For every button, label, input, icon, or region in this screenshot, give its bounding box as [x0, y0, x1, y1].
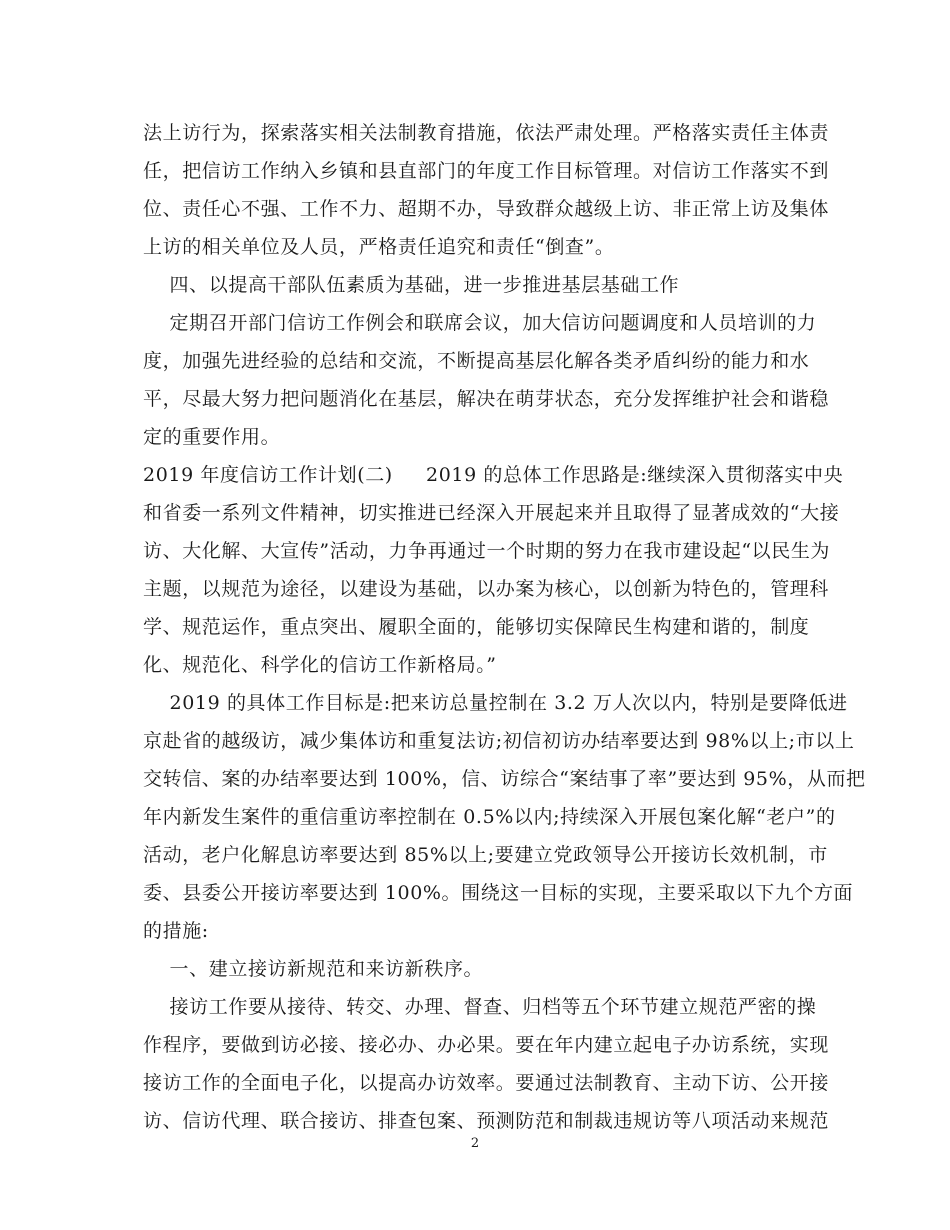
text-line: 定的重要作用。 [143, 426, 281, 448]
text-line: 度，加强先进经验的总结和交流，不断提高基层化解各类矛盾纠纷的能力和水 [143, 350, 810, 372]
text-line: 上访的相关单位及人员，严格责任追究和责任“倒查”。 [143, 236, 615, 258]
text-line: 定期召开部门信访工作例会和联席会议，加大信访问题调度和人员培训的力 [143, 312, 817, 334]
text-line: 主题，以规范为途径，以建设为基础，以办案为核心，以创新为特色的，管理科 [143, 578, 830, 600]
text-line: 2019 的具体工作目标是:把来访总量控制在 3.2 万人次以内，特别是要降低进 [143, 692, 848, 714]
text-line: 接访工作的全面电子化，以提高办访效率。要通过法制教育、主动下访、公开接 [143, 1072, 830, 1094]
text-line: 年内新发生案件的重信重访率控制在 0.5%以内;持续深入开展包案化解“老户”的 [143, 806, 836, 828]
text-line: 任，把信访工作纳入乡镇和县直部门的年度工作目标管理。对信访工作落实不到 [143, 160, 830, 182]
plan-title-line: 2019 年度信访工作计划(二) 2019 的总体工作思路是:继续深入贯彻落实中央 [143, 464, 844, 486]
text-line: 平，尽最大努力把问题消化在基层，解决在萌芽状态，充分发挥维护社会和谐稳 [143, 388, 830, 410]
text-line: 的措施: [143, 920, 209, 942]
text-line: 访、大化解、大宣传”活动，力争再通过一个时期的努力在我市建设起“以民生为 [143, 540, 831, 562]
text-line: 位、责任心不强、工作不力、超期不办，导致群众越级上访、非正常上访及集体 [143, 198, 830, 220]
text-line: 作程序，要做到访必接、接必办、办必果。要在年内建立起电子办访系统，实现 [143, 1034, 830, 1056]
text-line: 委、县委公开接访率要达到 100%。围绕这一目标的实现，主要采取以下九个方面 [143, 882, 854, 904]
text-line: 访、信访代理、联合接访、排查包案、预测防范和制裁违规访等八项活动来规范 [143, 1110, 830, 1132]
text-line: 交转信、案的办结率要达到 100%，信、访综合“案结事了率”要达到 95%，从而把 [143, 768, 866, 790]
text-line: 活动，老户化解息访率要达到 85%以上;要建立党政领导公开接访长效机制，市 [143, 844, 828, 866]
section-heading: 一、建立接访新规范和来访新秩序。 [143, 958, 484, 980]
section-heading: 四、以提高干部队伍素质为基础，进一步推进基层基础工作 [143, 274, 680, 296]
page-number: 2 [470, 1136, 480, 1151]
text-line: 接访工作要从接待、转交、办理、督查、归档等五个环节建立规范严密的操 [143, 996, 817, 1018]
text-line: 化、规范化、科学化的信访工作新格局。” [143, 654, 497, 676]
text-line: 京赴省的越级访，减少集体访和重复法访;初信初访办结率要达到 98%以上;市以上 [143, 730, 855, 752]
text-line: 法上访行为，探索落实相关法制教育措施，依法严肃处理。严格落实责任主体责 [143, 122, 830, 144]
text-line: 学、规范运作，重点突出、履职全面的，能够切实保障民生构建和谐的，制度 [143, 616, 810, 638]
text-line: 和省委一系列文件精神，切实推进已经深入开展起来并且取得了显著成效的“大接 [143, 502, 840, 524]
